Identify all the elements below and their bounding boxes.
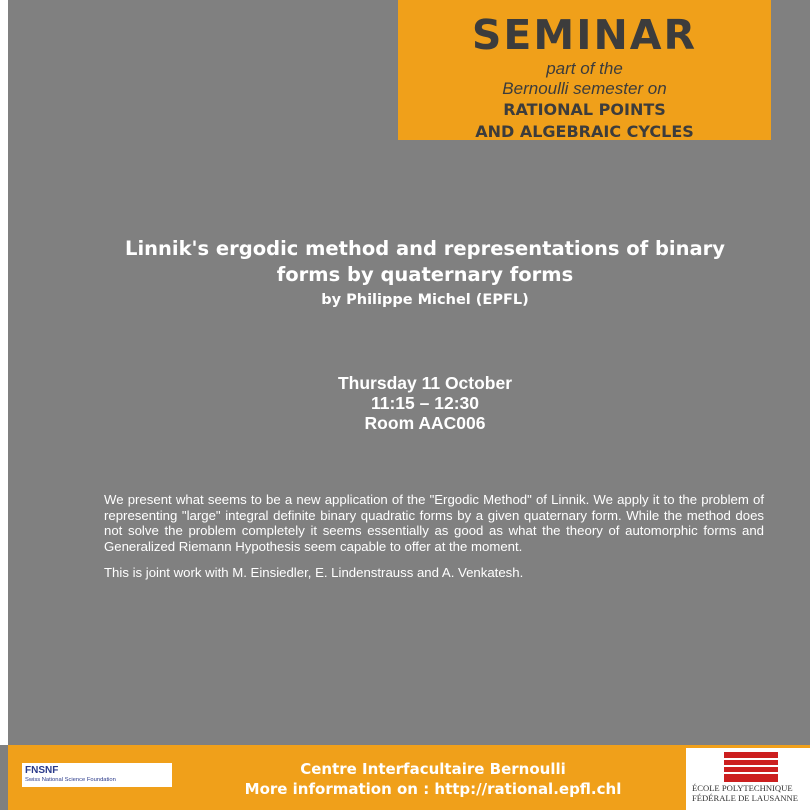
banner-subtitle-line2: Bernoulli semester on [502, 79, 667, 98]
talk-title-line1: Linnik's ergodic method and representations of binary [125, 237, 725, 260]
epfl-logo-line1: ÉCOLE POLYTECHNIQUE [692, 783, 793, 793]
epfl-logo-line2: FÉDÉRALE DE LAUSANNE [692, 793, 798, 803]
epfl-logo-mark [724, 752, 778, 782]
schedule-time: 11:15 – 12:30 [370, 393, 479, 413]
schedule-room: Room AAC006 [364, 413, 486, 433]
footer-more-info-link[interactable]: More information on : http://rational.epfl.chl [244, 780, 622, 798]
schedule [40, 373, 810, 433]
abstract-paragraph-2: This is joint work with M. Einsiedler, E. Lindenstrauss and A. Venkatesh. [104, 565, 524, 580]
seminar-banner [398, 0, 771, 140]
snf-logo-subtitle: Swiss National Science Foundation [25, 777, 116, 783]
talk-title [40, 236, 810, 288]
footer-bar [8, 745, 810, 810]
epfl-logo [686, 748, 810, 810]
snf-logo-mark: FNSNF [25, 765, 59, 776]
banner-topic-line1: RATIONAL POINTS [503, 100, 666, 119]
speaker: by Philippe Michel (EPFL) [321, 292, 529, 308]
talk-title-line2: forms by quaternary forms [276, 263, 574, 286]
banner-subtitle-line1: part of the [546, 59, 623, 78]
footer-text [178, 759, 688, 799]
abstract [104, 492, 764, 592]
left-edge-strip [0, 0, 8, 745]
schedule-date: Thursday 11 October [337, 373, 513, 393]
abstract-paragraph-1: We present what seems to be a new application of the "Ergodic Method" of Linnik. We apply it to the problem of representing "large" integral definite binary quadratic forms by a given quaternary form. While the method does not solve the problem completely it seems essentially as good as what the theory of automorphic forms and Generalized Riemann Hypothesis seem capable to offer at the moment. [104, 492, 764, 554]
snf-logo [22, 763, 172, 787]
banner-topic-line2: AND ALGEBRAIC CYCLES [475, 122, 694, 141]
epfl-logo-subtitle [692, 783, 810, 803]
banner-title: SEMINAR [471, 11, 698, 59]
footer-center-name: Centre Interfacultaire Bernoulli [300, 760, 566, 778]
